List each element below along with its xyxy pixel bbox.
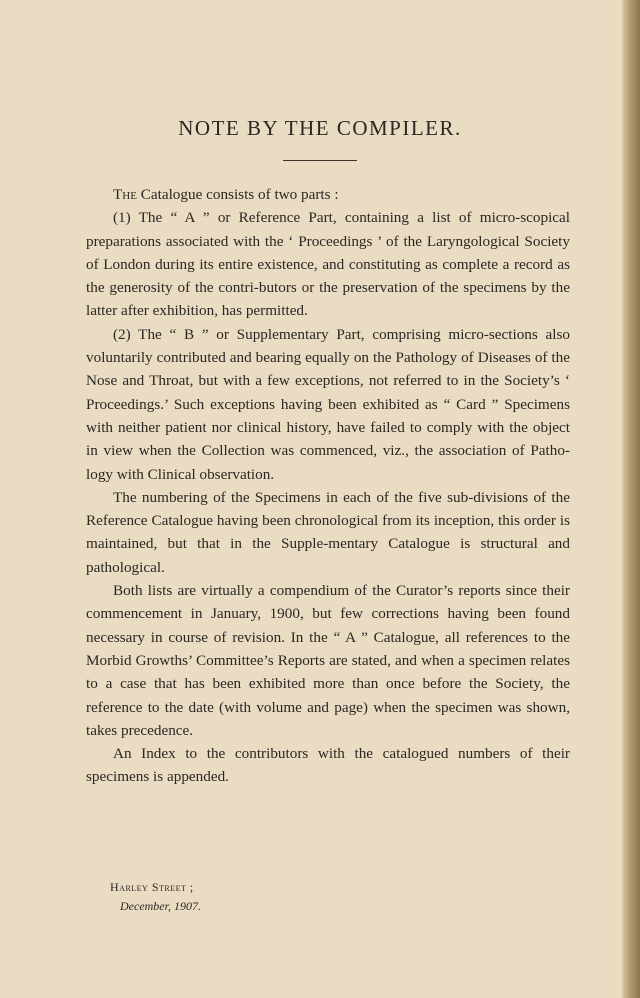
page-edge	[622, 0, 640, 998]
paragraph-lists: Both lists are virtually a compendium of the Curator’s reports since their commencement in January, 1900, but few corrections having been found necessary in course of revision. In the “ A ” Catalogue, all references to the Morbid Growths’ Committee’s Reports are stated, and when a specimen relates to a case that has been exhibited more than once before the Society, the reference to the date (with volume and page) when the specimen was shown, takes precedence.	[86, 582, 570, 739]
paragraph-part-a: (1) The “ A ” or Reference Part, containing a list of micro-scopical preparations associated with the ‘ Proceedings ’ of the Laryngological Society of London during its entire existence, and constituting as complete a record as the generosity of the contri-butors or the preservation of the specimens by the latter after exhibition, has permitted.	[86, 209, 570, 320]
signature-place: Harley Street ;	[110, 880, 194, 894]
paragraph-index: An Index to the contributors with the catalogued numbers of their specimens is appended.	[86, 745, 570, 786]
title-rule	[283, 160, 357, 161]
signature-date: December, 1907.	[120, 899, 201, 913]
paragraph-lead: The	[113, 186, 137, 203]
paragraph-text: Catalogue consists of two parts :	[136, 186, 339, 203]
page-title: NOTE BY THE COMPILER.	[178, 116, 462, 140]
paragraph-intro	[86, 183, 570, 206]
paragraph-part-b: (2) The “ B ” or Supplementary Part, comprising micro-sections also voluntarily contributed and bearing equally on the Pathology of Diseases of the Nose and Throat, but with a few exceptions, not referred to in the Society’s ‘ Proceedings.’ Such exceptions having been exhibited as “ Card ” Specimens with neither patient nor clinical history, have failed to comply with the object in view when the Collection was commenced, viz., the association of Patho-logy with Clinical observation.	[86, 325, 570, 483]
body-text	[86, 183, 570, 789]
paragraph-numbering: The numbering of the Specimens in each of the five sub-divisions of the Reference Catalogue having been chronological from its inception, this order is maintained, but that in the Supple-mentary Catalogue is structural and pathological.	[86, 488, 570, 576]
signature	[110, 878, 201, 916]
